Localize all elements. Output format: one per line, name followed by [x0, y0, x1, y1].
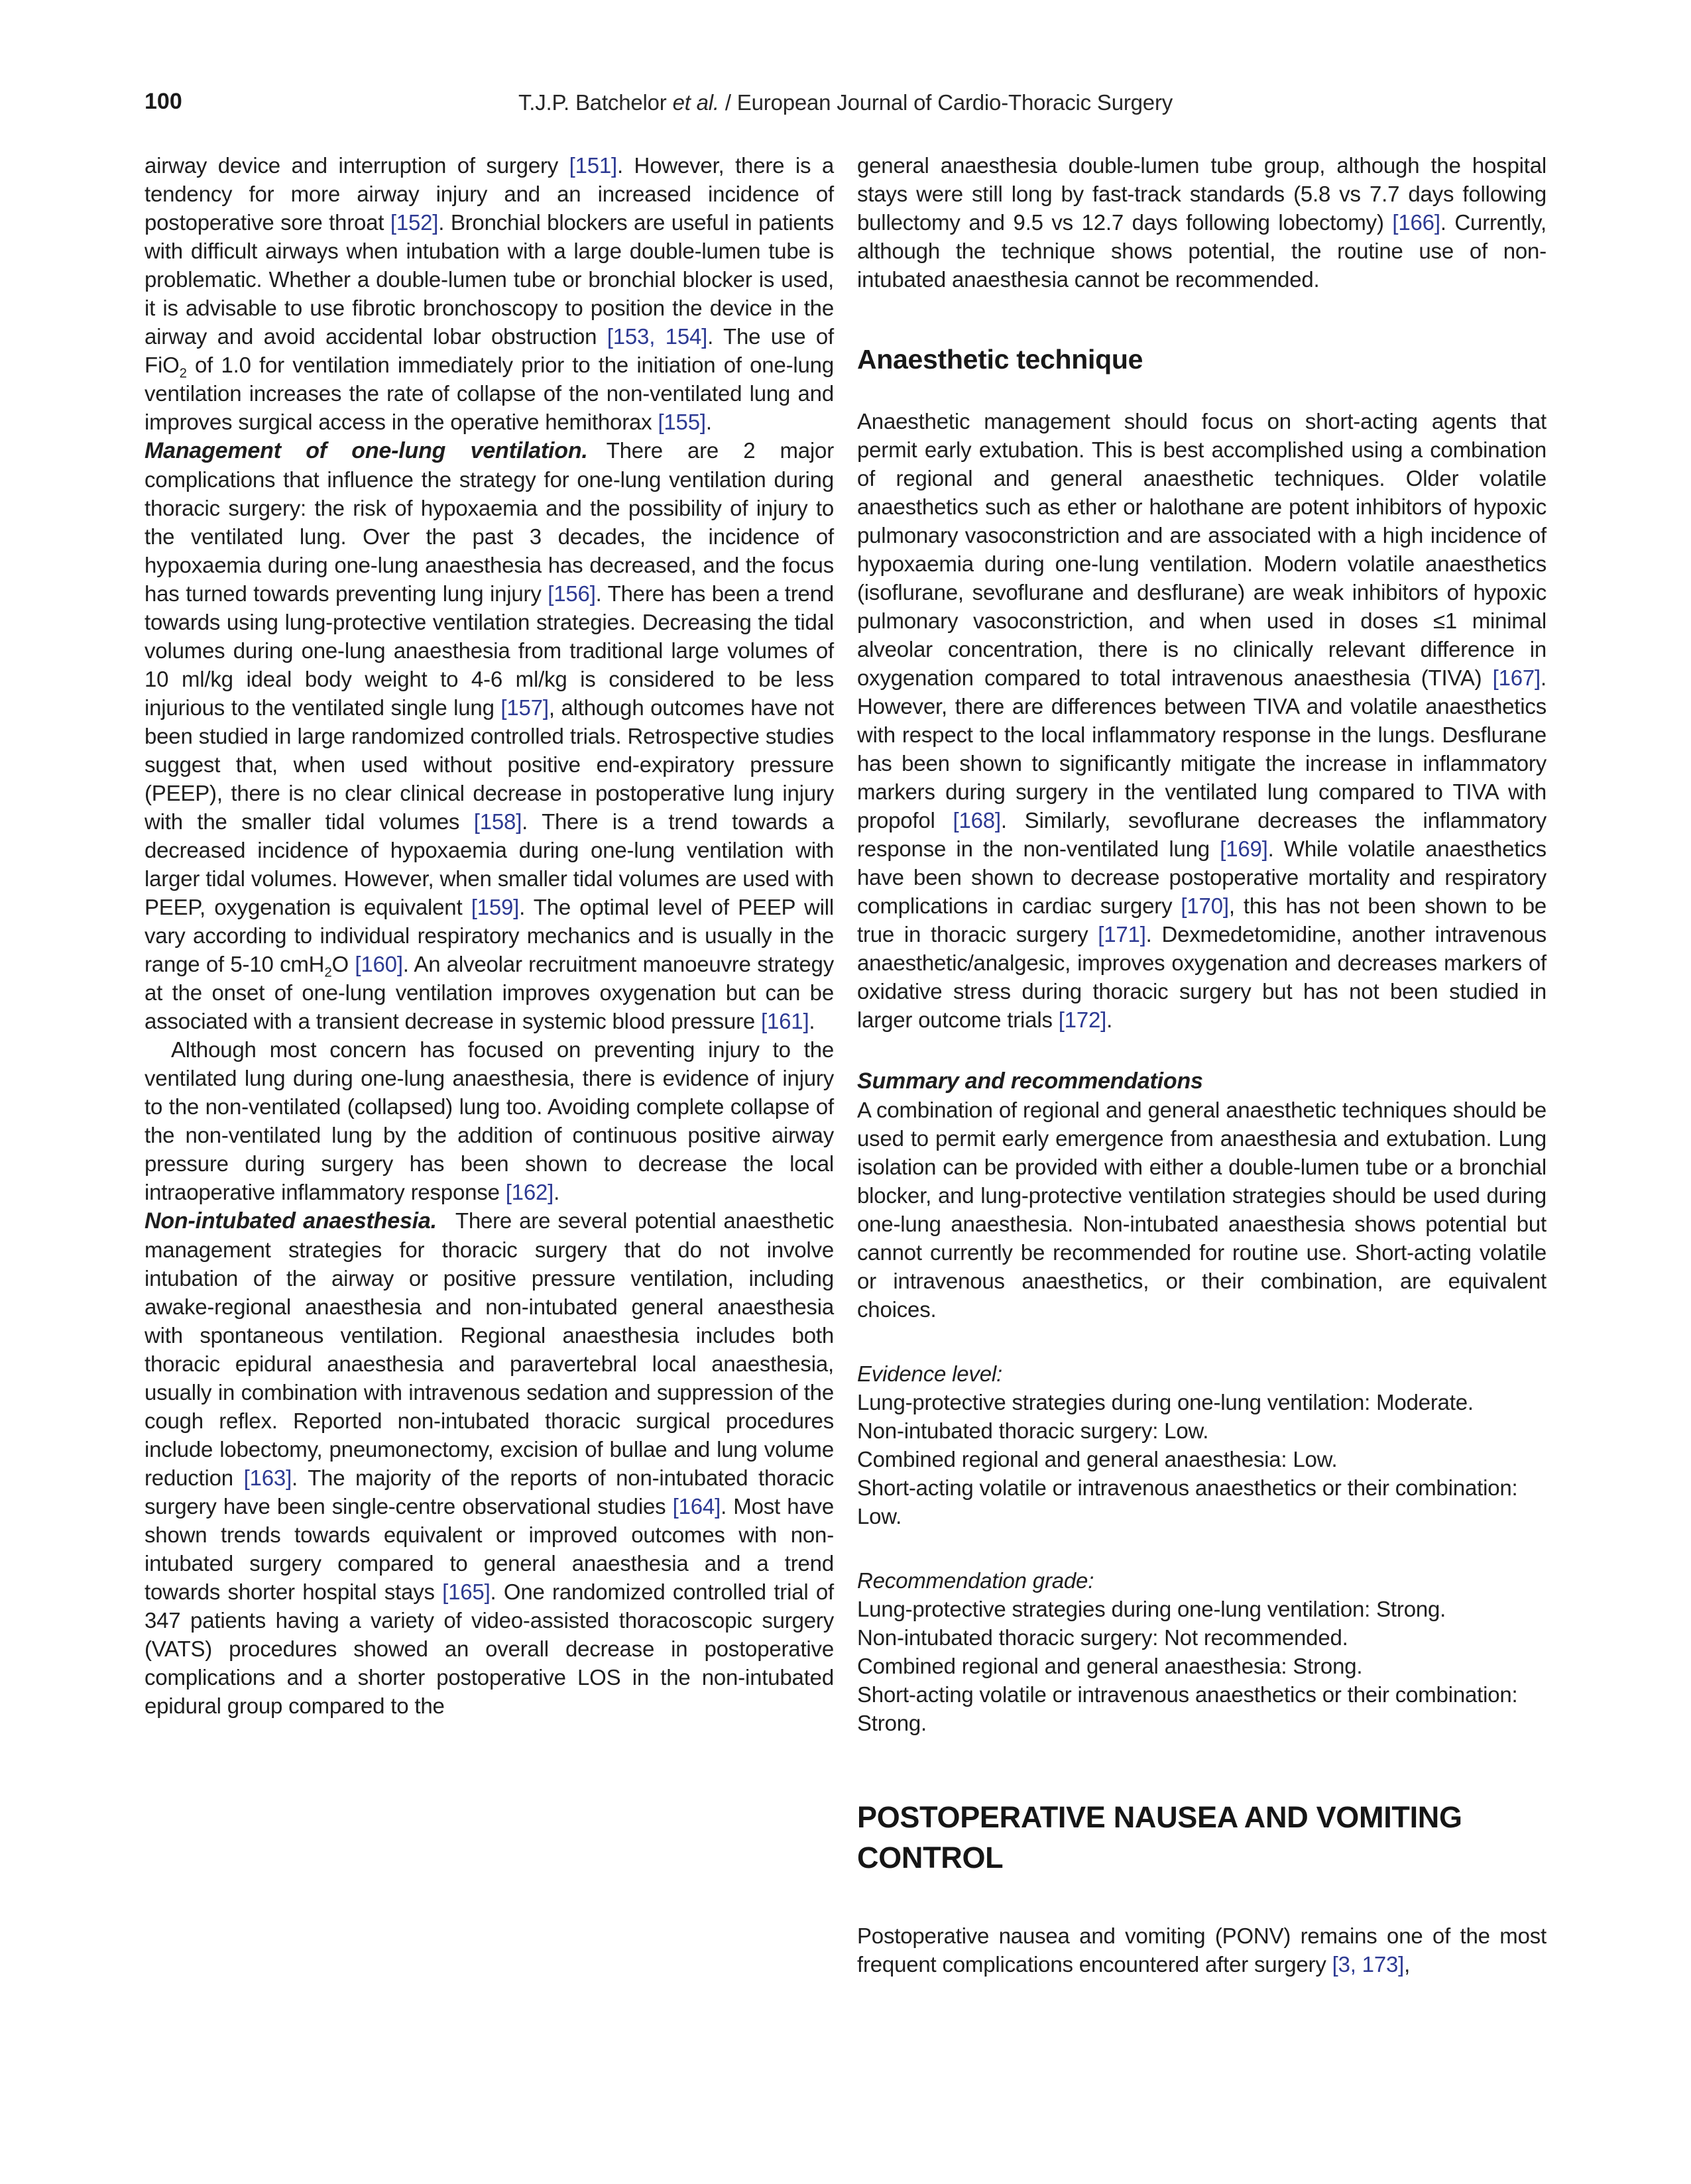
text-run: airway device and interruption of surgery: [145, 153, 569, 178]
citation-link[interactable]: [170]: [1181, 893, 1229, 918]
heading-summary-and-recommendations: Summary and recommendations: [857, 1068, 1203, 1094]
citation-link[interactable]: [156]: [548, 581, 596, 606]
paragraph-management-of-one-lung-ventilation: [145, 436, 834, 1035]
text-run: Postoperative nausea and vomiting (PONV) remains one of the most frequent complications encountered after surgery: [857, 1924, 1546, 1977]
citation-link[interactable]: [157]: [500, 695, 549, 720]
subscript-text: 2: [324, 964, 332, 980]
citation-link[interactable]: [3, 173]: [1332, 1952, 1405, 1977]
text-run: There are 2 major complications that influence the strategy for one-lung ventilation during thoracic surgery: the risk of hypoxaemia and the possibility of injury to the ventilated lung. Over the past 3 decades, the incidence of hypoxaemia during one-lung anaesthesia has decreased, and the focus has turned towards preventing lung injury: [145, 438, 834, 606]
citation-link[interactable]: [164]: [672, 1494, 721, 1519]
citation-link[interactable]: [161]: [761, 1009, 809, 1033]
citation-link[interactable]: [172]: [1058, 1007, 1107, 1032]
text-run: . Bronchial blockers are useful in patients with difficult airways when intubation with a large double-lumen tube is problematic. Whether a double-lumen tube or bronchial blocker is used, it is advisable to use fibrotic bronchoscopy to position the device in the airway and avoid accidental lobar obstruction: [145, 210, 834, 349]
text-run: Although most concern has focused on preventing injury to the ventilated lung during one-lung anaesthesia, there is evidence of injury to the non-ventilated (collapsed) lung too. Avoiding complete collapse of the non-ventilated lung by the addition of continuous positive airway pressure during surgery has been shown to decrease the local intraoperative inflammatory response: [145, 1037, 834, 1204]
text-run: ,: [1404, 1952, 1411, 1977]
running-head: [0, 90, 1691, 115]
evidence-item: Non-intubated thoracic surgery: Low.: [857, 1418, 1209, 1443]
citation-link[interactable]: [159]: [471, 895, 520, 919]
paragraph-although-most-concern: [145, 1035, 834, 1206]
citation-link[interactable]: [169]: [1220, 836, 1268, 861]
paragraph-non-intubated-text: [145, 1208, 834, 1718]
text-run: .: [554, 1180, 560, 1204]
heading-postoperative-nausea-vomiting-control: POSTOPERATIVE NAUSEA AND VOMITING CONTROL: [857, 1800, 1462, 1874]
recommendation-item: Non-intubated thoracic surgery: Not recommended.: [857, 1625, 1348, 1650]
recommendation-grade-block: [857, 1566, 1546, 1737]
recommendation-item: Lung-protective strategies during one-lung ventilation: Strong.: [857, 1597, 1446, 1621]
text-run: . The optimal level of PEEP will vary according to individual respiratory mechanics and is usually in the range of 5-10 cmH: [145, 895, 835, 976]
paragraph-ponv: [857, 1922, 1546, 1979]
paragraph-summary-recommendations: [857, 1096, 1546, 1324]
evidence-level-label: Evidence level:: [857, 1361, 1002, 1386]
text-run: . However, there is a tendency for more airway injury and an increased incidence of postoperative sore throat: [145, 153, 834, 235]
text-run: . An alveolar recruitment manoeuvre strategy at the onset of one-lung ventilation improves oxygenation but can be associated with a transient decrease in systemic blood pressure: [145, 952, 834, 1033]
text-run: general anaesthesia double-lumen tube group, although the hospital stays were still long by fast-track standards (5.8 vs 7.7 days following bullectomy and 9.5 vs 12.7 days following lobectomy): [857, 153, 1546, 235]
evidence-item: Lung-protective strategies during one-lung ventilation: Moderate.: [857, 1390, 1474, 1414]
text-run: . The majority of the reports of non-intubated thoracic surgery have been single-centre observational studies: [145, 1466, 834, 1519]
running-head-author: T.J.P. Batchelor: [518, 90, 673, 115]
text-run: . Currently, although the technique shows potential, the routine use of non-intubated anaesthesia cannot be recommended.: [857, 210, 1546, 292]
text-run: . Dexmedetomidine, another intravenous anaesthetic/analgesic, improves oxygenation and decreases markers of oxidative stress during thoracic surgery but has not been studied in larger outcome trials: [857, 922, 1546, 1032]
text-run: .: [1106, 1007, 1113, 1032]
running-head-etal: et al.: [672, 90, 719, 115]
evidence-item: Combined regional and general anaesthesia: Low.: [857, 1447, 1338, 1471]
text-run: . Similarly, sevoflurane decreases the inflammatory response in the non-ventilated lung: [857, 808, 1546, 861]
evidence-item: Short-acting volatile or intravenous anaesthetics or their combination: Low.: [857, 1475, 1518, 1528]
recommendation-grade-label: Recommendation grade:: [857, 1568, 1094, 1593]
running-head-journal: / European Journal of Cardio-Thoracic Surgery: [719, 90, 1173, 115]
citation-link[interactable]: [160]: [355, 952, 403, 976]
text-run: , although outcomes have not been studied in large randomized controlled trials. Retrospective studies suggest that, when used without positive end-expiratory pressure (PEEP), there is no clear clinical decrease in postoperative lung injury with the smaller tidal volumes: [145, 695, 834, 834]
paragraph-management-text: [145, 438, 834, 1033]
text-run: . The use of FiO: [145, 324, 834, 377]
right-column: [857, 151, 1546, 1979]
text-run: . While volatile anaesthetics have been shown to decrease postoperative mortality and respiratory complications in cardiac surgery: [857, 836, 1546, 918]
text-run: A combination of regional and general anaesthetic techniques should be used to permit early emergence from anaesthesia and extubation. Lung isolation can be provided with either a double-lumen tube or a bronchial blocker, and lung-protective ventilation strategies should be used during one-lung anaesthesia. Non-intubated anaesthesia shows potential but cannot currently be recommended for routine use. Short-acting volatile or intravenous anaesthetics, or their combination, are equivalent choices.: [857, 1098, 1546, 1322]
text-run: There are several potential anaesthetic management strategies for thoracic surgery that do not involve intubation of the airway or positive pressure ventilation, including awake-regional anaesthesia and non-intubated general anaesthesia with spontaneous ventilation. Regional anaesthesia includes both thoracic epidural anaesthesia and paravertebral local anaesthesia, usually in combination with intravenous sedation and suppression of the cough reflex. Reported non-intubated thoracic surgical procedures include lobectomy, pneumonectomy, excision of bullae and lung volume reduction: [145, 1208, 834, 1490]
paragraph-airway-device: [145, 151, 834, 436]
citation-link[interactable]: [162]: [505, 1180, 554, 1204]
text-run: .: [705, 410, 712, 434]
citation-link[interactable]: [152]: [390, 210, 439, 235]
citation-link[interactable]: [167]: [1492, 665, 1541, 690]
text-run: of 1.0 for ventilation immediately prior to the initiation of one-lung ventilation increases the rate of collapse of the non-ventilated lung and improves surgical access in the operative hemithorax: [145, 353, 834, 434]
subscript-text: 2: [179, 365, 187, 381]
citation-link[interactable]: [158]: [473, 809, 522, 834]
text-run: . Most have shown trends towards equivalent or improved outcomes with non-intubated surgery compared to general anaesthesia and a trend towards shorter hospital stays: [145, 1494, 834, 1604]
citation-link[interactable]: [166]: [1392, 210, 1440, 235]
text-run: . There is a trend towards a decreased incidence of hypoxaemia during one-lung ventilation with larger tidal volumes. However, when smaller tidal volumes are used with PEEP, oxygenation is equivalent: [145, 809, 835, 919]
citation-link[interactable]: [165]: [442, 1580, 491, 1604]
paragraph-anaesthetic-management: [857, 407, 1546, 1034]
citation-link[interactable]: [171]: [1098, 922, 1146, 947]
paragraph-general-anaesthesia-group: [857, 151, 1546, 294]
text-run: .: [809, 1009, 815, 1033]
text-run: O: [331, 952, 355, 976]
recommendation-item: Short-acting volatile or intravenous anaesthetics or their combination: Strong.: [857, 1682, 1518, 1735]
recommendation-item: Combined regional and general anaesthesia: Strong.: [857, 1654, 1363, 1678]
citation-link[interactable]: [168]: [953, 808, 1001, 833]
text-run: Anaesthetic management should focus on short-acting agents that permit early extubation. This is best accomplished using a combination of regional and general anaesthetic techniques. Older volatile anaesthetics such as ether or halothane are potent inhibitors of hypoxic pulmonary vasoconstriction and are associated with a high incidence of hypoxaemia during one-lung ventilation. Modern volatile anaesthetics (isoflurane, sevoflurane and desflurane) are weak inhibitors of hypoxic pulmonary vasoconstriction, and when used in doses ≤1 minimal alveolar concentration, there is no clinically relevant difference in oxygenation compared to total intravenous anaesthesia (TIVA): [857, 409, 1546, 690]
heading-non-intubated-anaesthesia: Non-intubated anaesthesia.: [145, 1208, 437, 1234]
citation-link[interactable]: [151]: [569, 153, 618, 178]
left-column: [145, 151, 834, 1720]
paragraph-non-intubated-anaesthesia: [145, 1206, 834, 1720]
heading-management-of-one-lung-ventilation: Management of one-lung ventilation.: [145, 438, 588, 463]
page-number: 100: [145, 89, 182, 114]
heading-anaesthetic-technique: Anaesthetic technique: [857, 344, 1143, 374]
text-run: . However, there are differences between TIVA and volatile anaesthetics with respect to the local inflammatory response in the lungs. Desflurane has been shown to significantly mitigate the increase in inflammatory markers during surgery in the ventilated lung compared to TIVA with propofol: [857, 665, 1546, 833]
evidence-level-block: [857, 1359, 1546, 1530]
text-run: , this has not been shown to be true in thoracic surgery: [857, 893, 1546, 947]
citation-link[interactable]: [163]: [243, 1466, 292, 1490]
citation-link[interactable]: [153, 154]: [607, 324, 708, 349]
text-run: . One randomized controlled trial of 347 patients having a variety of video-assisted thoracoscopic surgery (VATS) procedures showed an overall decrease in postoperative complications and a shorter postoperative LOS in the non-intubated epidural group compared to the: [145, 1580, 834, 1718]
citation-link[interactable]: [155]: [658, 410, 706, 434]
text-run: . There has been a trend towards using lung-protective ventilation strategies. Decreasing the tidal volumes during one-lung anaesthesia from traditional large volumes of 10 ml/kg ideal body weight to 4-6 ml/kg is considered to be less injurious to the ventilated single lung: [145, 581, 834, 720]
